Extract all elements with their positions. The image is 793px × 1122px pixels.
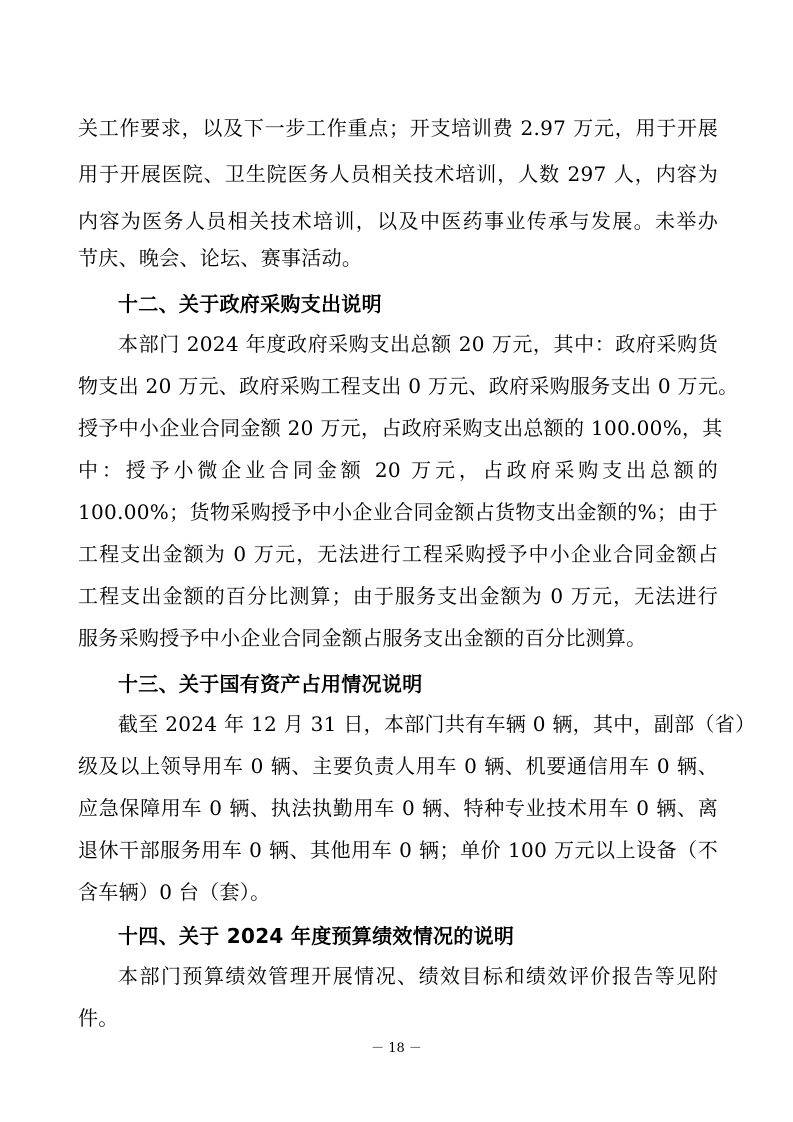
paragraph-line: 中：授予小微企业合同金额 20 万元，占政府采购支出总额的	[78, 458, 718, 482]
section-heading: 十二、关于政府采购支出说明	[118, 292, 382, 316]
paragraph-line: 本部门预算绩效管理开展情况、绩效目标和绩效评价报告等见附	[118, 964, 718, 988]
page-number: － 18 －	[371, 1041, 422, 1056]
paragraph-line: 工程支出金额为 0 万元，无法进行工程采购授予中小企业合同金额占	[78, 542, 718, 566]
paragraph-line: 应急保障用车 0 辆、执法执勤用车 0 辆、特种专业技术用车 0 辆、离	[78, 796, 718, 820]
paragraph-line: 物支出 20 万元、政府采购工程支出 0 万元、政府采购服务支出 0 万元。	[78, 374, 739, 398]
paragraph-line: 100.00%；货物采购授予中小企业合同金额占货物支出金额的%；由于	[78, 500, 718, 524]
paragraph-line: 含车辆）0 台（套）。	[78, 880, 271, 904]
paragraph-line: 节庆、晚会、论坛、赛事活动。	[78, 246, 363, 270]
paragraph-line: 关工作要求，以及下一步工作重点；开支培训费 2.97 万元，用于开展	[78, 116, 718, 140]
paragraph-line: 级及以上领导用车 0 辆、主要负责人用车 0 辆、机要通信用车 0 辆、	[78, 754, 718, 778]
paragraph-line: 截至 2024 年 12 月 31 日，本部门共有车辆 0 辆，其中，副部（省）	[118, 712, 756, 736]
paragraph-line: 服务采购授予中小企业合同金额占服务支出金额的百分比测算。	[78, 626, 647, 650]
paragraph-line: 件。	[78, 1006, 119, 1030]
paragraph-line: 退休干部服务用车 0 辆、其他用车 0 辆；单价 100 万元以上设备（不	[78, 838, 718, 862]
paragraph-line: 授予中小企业合同金额 20 万元，占政府采购支出总额的 100.00%，其	[78, 416, 723, 440]
section-heading: 十三、关于国有资产占用情况说明	[118, 672, 423, 696]
paragraph-line: 用于开展医院、卫生院医务人员相关技术培训，人数 297 人，内容为	[78, 162, 718, 186]
paragraph-line: 工程支出金额的百分比测算；由于服务支出金额为 0 万元，无法进行	[78, 584, 718, 608]
paragraph-line: 本部门 2024 年度政府采购支出总额 20 万元，其中：政府采购货	[118, 332, 718, 356]
paragraph-line: 内容为医务人员相关技术培训，以及中医药事业传承与发展。未举办	[78, 209, 718, 233]
section-heading: 十四、关于 2024 年度预算绩效情况的说明	[118, 924, 515, 948]
